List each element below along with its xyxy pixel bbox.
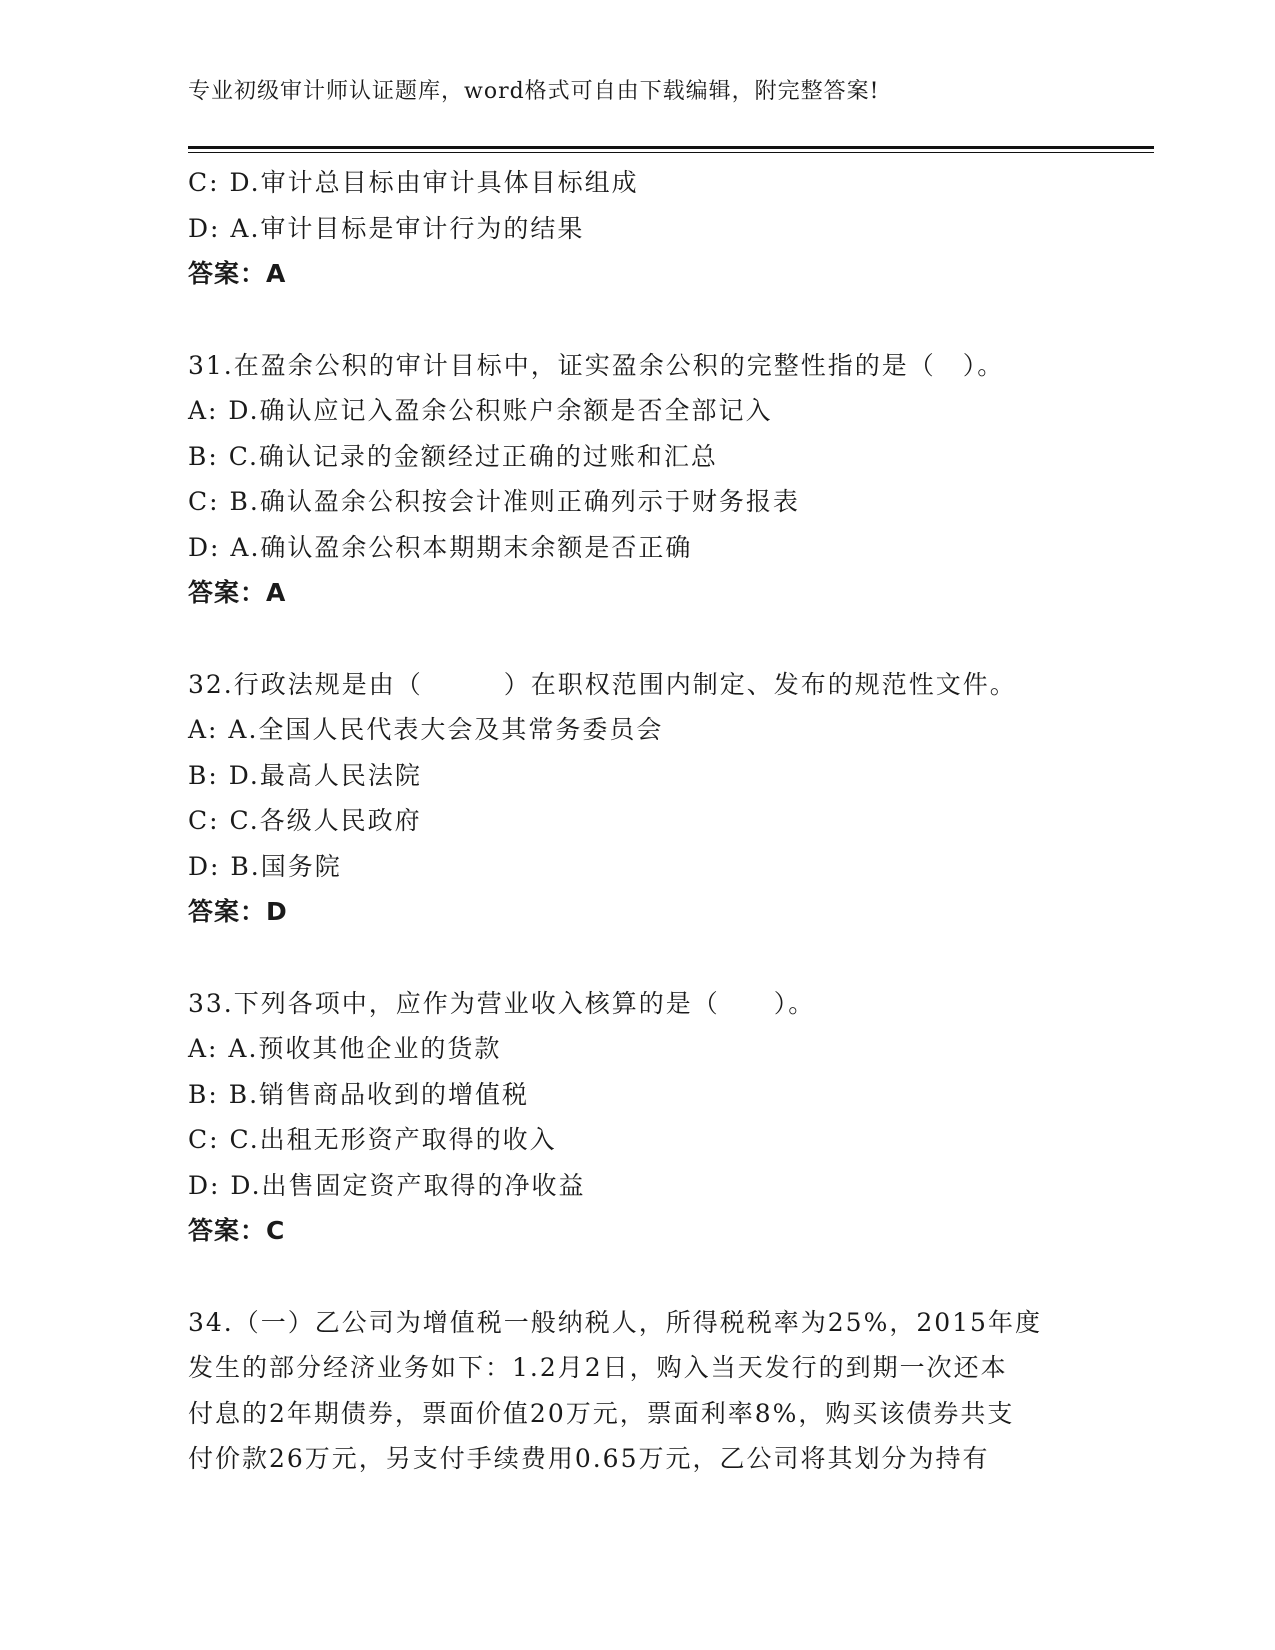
question-text: 32.行政法规是由（ ）在职权范围内制定、发布的规范性文件。 bbox=[188, 669, 1017, 699]
option-a: A: A.全国人民代表大会及其常务委员会 bbox=[188, 715, 664, 744]
question-text: 31.在盈余公积的审计目标中，证实盈余公积的完整性指的是（ ）。 bbox=[188, 350, 1005, 380]
question-32 bbox=[188, 662, 1088, 935]
spacer bbox=[188, 935, 1088, 981]
question-text: 33.下列各项中，应作为营业收入核算的是（ ）。 bbox=[188, 988, 816, 1018]
question-text-line: 付价款26万元，另支付手续费用0.65万元，乙公司将其划分为持有 bbox=[188, 1444, 990, 1473]
option-d: D: D.出售固定资产取得的净收益 bbox=[188, 1170, 586, 1200]
option-c: C: C.出租无形资产取得的收入 bbox=[188, 1125, 557, 1154]
answer: 答案：C bbox=[188, 1216, 286, 1245]
option-d: D: B.国务院 bbox=[188, 851, 342, 881]
option-a: A: D.确认应记入盈余公积账户余额是否全部记入 bbox=[188, 396, 773, 425]
question-34 bbox=[188, 1300, 1088, 1482]
header-divider bbox=[188, 146, 1154, 153]
option-b: B: B.销售商品收到的增值税 bbox=[188, 1079, 530, 1109]
question-30-tail bbox=[188, 160, 1088, 297]
answer: 答案：D bbox=[188, 897, 288, 926]
option-a: A: A.预收其他企业的货款 bbox=[188, 1034, 502, 1063]
question-31 bbox=[188, 343, 1088, 616]
question-33 bbox=[188, 981, 1088, 1254]
answer: 答案：A bbox=[188, 259, 287, 288]
answer: 答案：A bbox=[188, 578, 287, 607]
option-c: C: D.审计总目标由审计具体目标组成 bbox=[188, 168, 639, 197]
option-c: C: C.各级人民政府 bbox=[188, 806, 422, 835]
question-text-line: 发生的部分经济业务如下：1.2月2日，购入当天发行的到期一次还本 bbox=[188, 1353, 1008, 1382]
spacer bbox=[188, 616, 1088, 662]
option-b: B: C.确认记录的金额经过正确的过账和汇总 bbox=[188, 441, 718, 471]
question-text-line: 付息的2年期债券，票面价值20万元，票面利率8%，购买该债券共支 bbox=[188, 1398, 1015, 1428]
option-b: B: D.最高人民法院 bbox=[188, 760, 422, 790]
spacer bbox=[188, 297, 1088, 343]
question-text-line: 34.（一）乙公司为增值税一般纳税人，所得税税率为25%，2015年度 bbox=[188, 1307, 1042, 1337]
page-header: 专业初级审计师认证题库，word格式可自由下载编辑，附完整答案! bbox=[188, 79, 880, 104]
option-d: D: A.审计目标是审计行为的结果 bbox=[188, 213, 585, 243]
spacer bbox=[188, 1254, 1088, 1300]
option-d: D: A.确认盈余公积本期期末余额是否正确 bbox=[188, 532, 693, 562]
question-content bbox=[188, 160, 1088, 1482]
option-c: C: B.确认盈余公积按会计准则正确列示于财务报表 bbox=[188, 487, 800, 516]
